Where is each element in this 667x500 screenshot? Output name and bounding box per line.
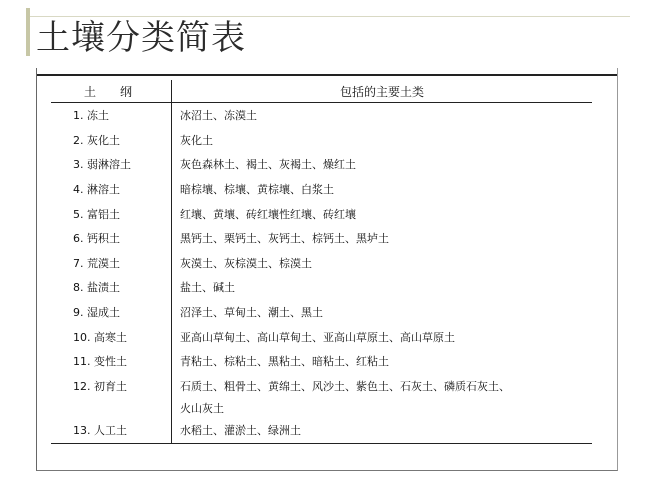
soil-types-cell-continuation: 火山灰土 xyxy=(180,402,224,416)
soil-types-cell: 石质土、粗骨土、黄绵土、风沙土、紫色土、石灰土、磷质石灰土、 xyxy=(180,379,510,393)
soil-order-cell-empty xyxy=(51,398,172,418)
soil-types-cell: 水稻土、灌淤土、绿洲土 xyxy=(172,418,593,443)
soil-types-cell: 盐土、碱土 xyxy=(180,281,235,295)
table-row-continuation xyxy=(51,398,592,418)
soil-order-cell: 9. 湿成土 xyxy=(51,300,172,325)
soil-types-cell: 灰化土 xyxy=(180,133,213,147)
soil-order-cell: 7. 荒漠土 xyxy=(51,251,172,276)
soil-order-cell: 3. 弱淋溶土 xyxy=(51,152,172,177)
soil-order-cell: 2. 灰化土 xyxy=(51,128,172,153)
page-title: 土壤分类简表 xyxy=(36,18,246,58)
table-row xyxy=(51,128,592,153)
soil-types-cell: 亚高山草甸土、高山草甸土、亚高山草原土、高山草原土 xyxy=(180,330,455,344)
table-row xyxy=(51,275,592,300)
header-soil-order: 土 纲 xyxy=(51,80,172,103)
table-row xyxy=(51,103,592,128)
header-main-soil-types: 包括的主要土类 xyxy=(172,80,593,103)
soil-order-cell: 8. 盐渍土 xyxy=(51,275,172,300)
soil-order-cell: 12. 初育土 xyxy=(51,374,172,399)
table-row xyxy=(51,324,592,349)
soil-classification-table xyxy=(51,80,592,444)
table-row xyxy=(51,349,592,374)
table-row xyxy=(51,300,592,325)
soil-classification-table-image xyxy=(36,68,618,471)
table-row xyxy=(51,251,592,276)
soil-order-cell: 1. 冻土 xyxy=(51,103,172,128)
soil-types-cell: 暗棕壤、棕壤、黄棕壤、白浆土 xyxy=(180,183,334,197)
table-row xyxy=(51,201,592,226)
soil-types-cell: 黑钙土、栗钙土、灰钙土、棕钙土、黑垆土 xyxy=(180,232,389,246)
soil-types-cell: 冰沼土、冻漠土 xyxy=(180,109,257,123)
soil-order-cell: 11. 变性土 xyxy=(51,349,172,374)
table-row xyxy=(51,177,592,202)
soil-order-cell: 10. 高寒土 xyxy=(51,324,172,349)
soil-types-cell: 灰漠土、灰棕漠土、棕漠土 xyxy=(180,256,312,270)
table-header-row xyxy=(51,80,592,103)
table-top-border xyxy=(37,74,617,76)
soil-order-cell: 13. 人工土 xyxy=(51,418,172,443)
soil-order-cell: 6. 钙积土 xyxy=(51,226,172,251)
table-row xyxy=(51,418,592,443)
soil-order-cell: 5. 富铝土 xyxy=(51,201,172,226)
table-row xyxy=(51,152,592,177)
soil-types-cell: 灰色森林土、褐土、灰褐土、燥红土 xyxy=(180,158,356,172)
soil-types-cell: 青粘土、棕粘土、黑粘土、暗粘土、红粘土 xyxy=(180,355,389,369)
table-row xyxy=(51,374,592,399)
table-row xyxy=(51,226,592,251)
soil-types-cell: 沼泽土、草甸土、潮土、黑土 xyxy=(180,306,323,320)
soil-types-cell: 红壤、黄壤、砖红壤性红壤、砖红壤 xyxy=(180,207,356,221)
soil-order-cell: 4. 淋溶土 xyxy=(51,177,172,202)
